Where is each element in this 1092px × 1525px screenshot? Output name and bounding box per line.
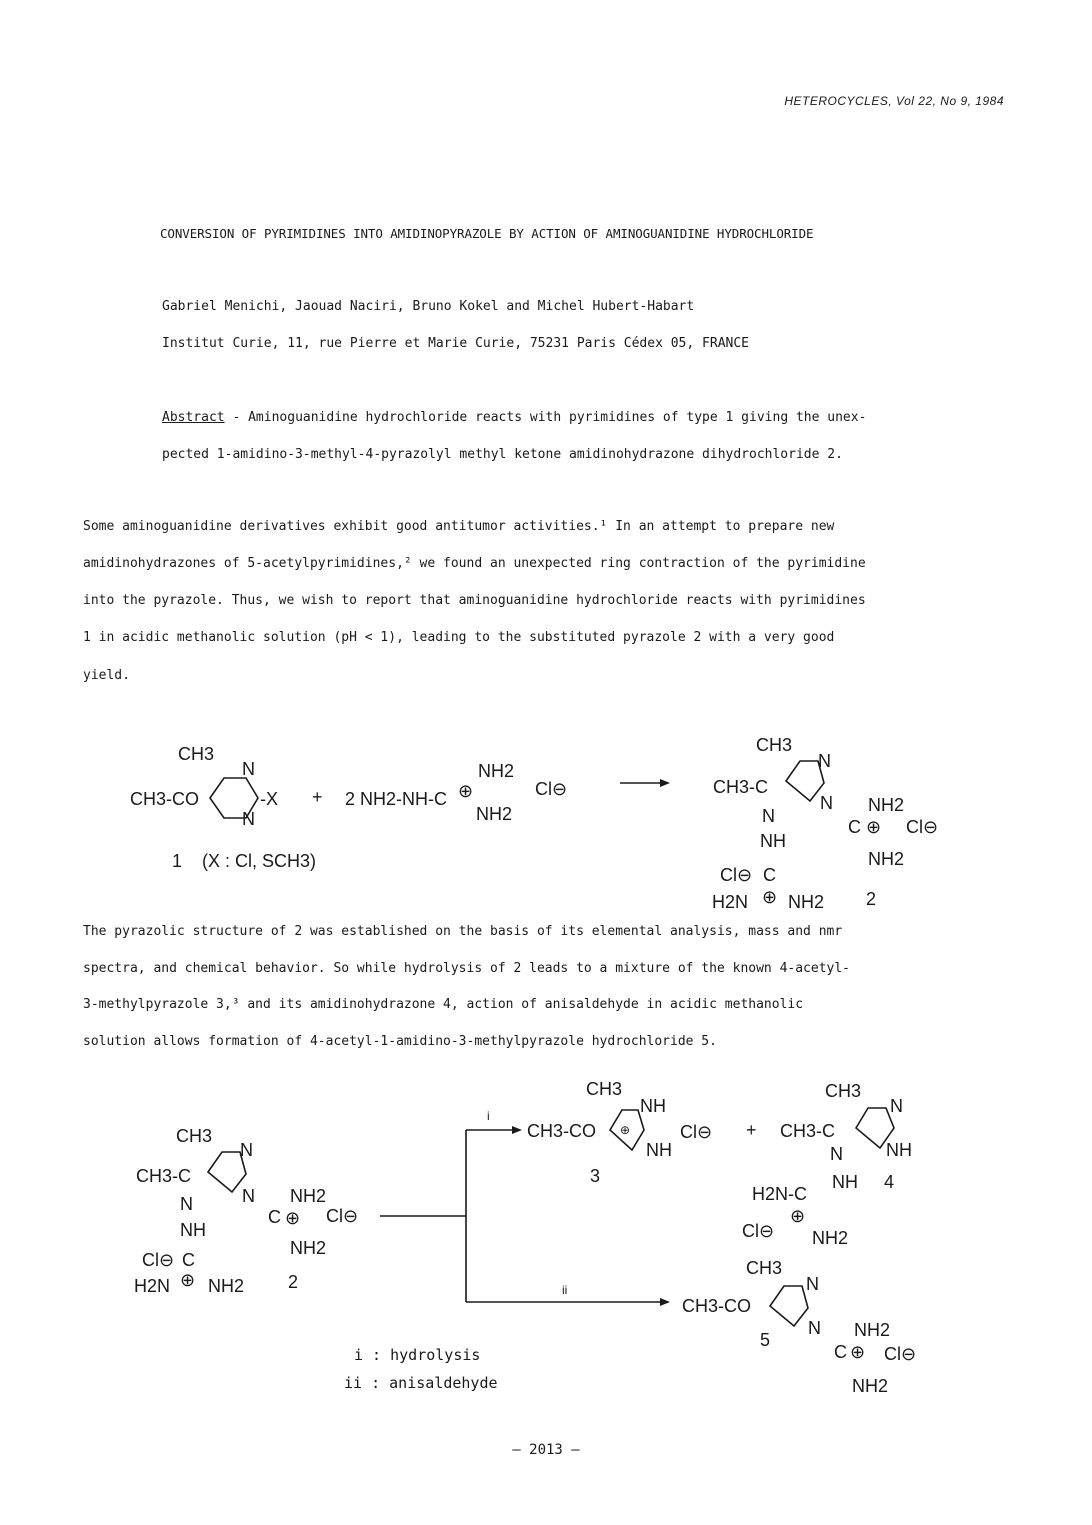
- s2-4-ch3: CH3: [825, 1081, 862, 1101]
- para2-line-4: solution allows formation of 4-acetyl-1-amidino-3-methylpyrazole hydrochloride 5.: [83, 1034, 717, 1049]
- s2-4-h2nc: H2N-C: [752, 1184, 808, 1204]
- s2-5-n2: N: [808, 1318, 821, 1338]
- abstract-line-2: pected 1-amidino-3-methyl-4-pyrazolyl methyl ketone amidinohydrazone dihydrochloride 2.: [162, 447, 843, 462]
- legend-i: i : hydrolysis: [354, 1346, 481, 1364]
- s2-2-plus-b: ⊕: [180, 1270, 196, 1290]
- s2-4-nh2: NH2: [812, 1228, 849, 1248]
- s1-p-n1: N: [818, 751, 831, 771]
- journal-header: HETEROCYCLES, Vol 22, No 9, 1984: [784, 94, 1004, 108]
- s2-5-nh2-b: NH2: [852, 1376, 889, 1396]
- s2-2-ch3c: CH3-C: [136, 1166, 192, 1186]
- s2-2-cl-a: Cl⊖: [326, 1206, 359, 1226]
- s2-2-nh: NH: [180, 1220, 206, 1240]
- s2-5-ch3: CH3: [746, 1258, 783, 1278]
- s1-nh2-b: NH2: [476, 804, 513, 824]
- s1-p-nh2-a: NH2: [868, 795, 905, 815]
- abstract-line-1: [162, 410, 866, 425]
- s2-5-ch3co: CH3-CO: [682, 1296, 752, 1316]
- s1-p-plus-a: ⊕: [866, 817, 882, 837]
- paper-title: CONVERSION OF PYRIMIDINES INTO AMIDINOPYRAZOLE BY ACTION OF AMINOGUANIDINE HYDROCHLORIDE: [160, 226, 814, 241]
- s2-cmpd2-label: 2: [288, 1272, 299, 1292]
- s1-p-nh2-b: NH2: [868, 849, 905, 869]
- s1-arrowhead: [660, 779, 670, 787]
- abstract-text-1: - Aminoguanidine hydrochloride reacts with pyrimidines of type 1 giving the unex-: [224, 410, 867, 425]
- s2-2-ch3: CH3: [176, 1126, 213, 1146]
- s2-step-i: i: [487, 1109, 490, 1123]
- para1-line-5: yield.: [83, 668, 130, 683]
- s1-plus-charge: ⊕: [458, 781, 474, 801]
- s2-2-nh2-a: NH2: [290, 1186, 327, 1206]
- s1-reagent: 2 NH2-NH-C: [345, 789, 448, 809]
- s2-2-n1: N: [240, 1140, 253, 1160]
- s2-arrowhead-ii: [660, 1298, 670, 1306]
- s2-5-c: C: [834, 1342, 847, 1362]
- s1-cmpd1-label: 1: [172, 851, 183, 871]
- s2-4-n1: N: [890, 1096, 903, 1116]
- para1-line-2: amidinohydrazones of 5-acetylpyrimidines,² we found an unexpected ring contraction of the pyrimidine: [83, 556, 866, 571]
- s2-5-plus: ⊕: [850, 1342, 866, 1362]
- s2-plus: +: [746, 1120, 757, 1140]
- affiliation: Institut Curie, 11, rue Pierre et Marie Curie, 75231 Paris Cédex 05, FRANCE: [162, 336, 749, 351]
- s2-2-c: C: [268, 1207, 281, 1227]
- s2-2-n3: N: [180, 1194, 193, 1214]
- s1-p-c2: C: [763, 865, 776, 885]
- s2-2-cl-b: Cl⊖: [142, 1250, 175, 1270]
- abstract-label: Abstract: [162, 410, 225, 425]
- s1-p-n3: N: [762, 806, 775, 826]
- s2-4-plus: ⊕: [790, 1206, 806, 1226]
- s2-4-ch3c: CH3-C: [780, 1121, 836, 1141]
- s1-ch3co: CH3-CO: [130, 789, 200, 809]
- s2-3-ch3co: CH3-CO: [527, 1121, 597, 1141]
- s1-p-nh: NH: [760, 831, 786, 851]
- s2-3-ch3: CH3: [586, 1079, 623, 1099]
- s1-p-ch3: CH3: [756, 735, 793, 755]
- s2-2-plus-a: ⊕: [285, 1208, 301, 1228]
- legend-ii: ii : anisaldehyde: [344, 1374, 498, 1392]
- s1-p-plus-b: ⊕: [762, 887, 778, 907]
- s2-3-nh-b: NH: [646, 1140, 672, 1160]
- s2-4-cl: Cl⊖: [742, 1221, 775, 1241]
- s1-cmpd1-note: (X : Cl, SCH3): [202, 851, 317, 871]
- s2-3-cl: Cl⊖: [680, 1122, 713, 1142]
- s1-nh2-a: NH2: [478, 761, 515, 781]
- s1-n1: N: [242, 759, 255, 779]
- s2-3-nh-a: NH: [640, 1096, 666, 1116]
- para1-line-4: 1 in acidic methanolic solution (pH < 1), leading to the substituted pyrazole 2 with a very good: [83, 630, 835, 645]
- s1-p-cl-b: Cl⊖: [720, 865, 753, 885]
- s2-cmpd5-label: 5: [760, 1330, 771, 1350]
- s1-p-cl-a: Cl⊖: [906, 817, 939, 837]
- para2-line-1: The pyrazolic structure of 2 was established on the basis of its elemental analysis, mass and nmr: [83, 924, 843, 939]
- para1-line-1: Some aminoguanidine derivatives exhibit good antitumor activities.¹ In an attempt to prepare new: [83, 519, 835, 534]
- s1-cmpd2-label: 2: [866, 889, 877, 909]
- s2-3-plus: ⊕: [620, 1123, 631, 1137]
- s2-5-n1: N: [806, 1274, 819, 1294]
- s2-2-h2n: H2N: [134, 1276, 171, 1296]
- s1-plus: +: [312, 787, 323, 807]
- s2-5-nh2-a: NH2: [854, 1320, 891, 1340]
- s2-5-ring: [770, 1286, 808, 1326]
- s1-p-c: C: [848, 817, 861, 837]
- authors: Gabriel Menichi, Jaouad Naciri, Bruno Kokel and Michel Hubert-Habart: [162, 299, 695, 314]
- s2-arrowhead-i: [512, 1126, 522, 1134]
- s2-2-c2: C: [182, 1250, 195, 1270]
- s2-2-nh2-b: NH2: [290, 1238, 327, 1258]
- s2-4-nh-b: NH: [832, 1172, 858, 1192]
- s2-4-nh-a: NH: [886, 1140, 912, 1160]
- s2-cmpd4-label: 4: [884, 1172, 895, 1192]
- s1-cl: Cl⊖: [535, 779, 568, 799]
- s1-n2: N: [242, 809, 255, 829]
- s2-cmpd3-label: 3: [590, 1166, 601, 1186]
- s1-p-h2n: H2N: [712, 892, 749, 912]
- s2-2-n2: N: [242, 1186, 255, 1206]
- s1-p-ch3c: CH3-C: [713, 777, 769, 797]
- s1-p-nh2-c: NH2: [788, 892, 825, 912]
- s2-4-n2: N: [830, 1144, 843, 1164]
- s1-x: -X: [260, 789, 278, 809]
- s2-step-ii: ii: [562, 1283, 568, 1297]
- page-number: — 2013 —: [512, 1442, 580, 1458]
- para1-line-3: into the pyrazole. Thus, we wish to report that aminoguanidine hydrochloride reacts with pyrimidines: [83, 593, 866, 608]
- s1-ch3: CH3: [178, 744, 215, 764]
- s2-5-cl: Cl⊖: [884, 1344, 917, 1364]
- para2-line-3: 3-methylpyrazole 3,³ and its amidinohydrazone 4, action of anisaldehyde in acidic methanolic: [83, 997, 804, 1012]
- para2-line-2: spectra, and chemical behavior. So while hydrolysis of 2 leads to a mixture of the known 4-acetyl-: [83, 961, 851, 976]
- reaction-scheme-2: [0, 1070, 1092, 1410]
- s1-p-n2: N: [820, 793, 833, 813]
- s2-2-nh2-c: NH2: [208, 1276, 245, 1296]
- reaction-scheme-1: [0, 725, 1092, 925]
